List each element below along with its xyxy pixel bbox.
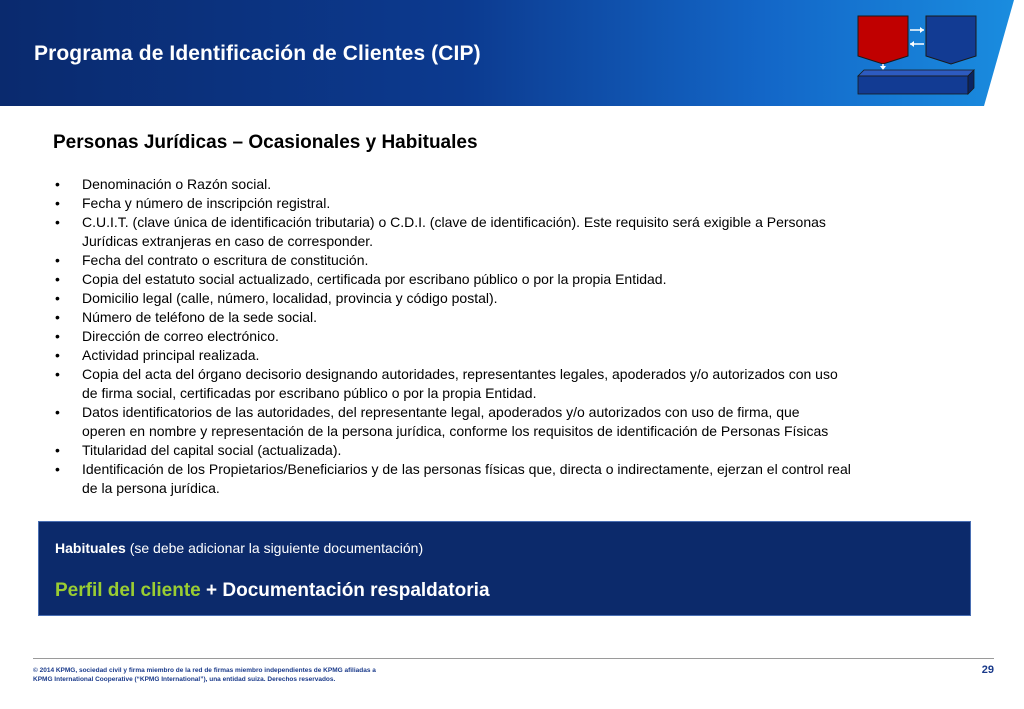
footer-line-2: KPMG International Cooperative (“KPMG International”), una entidad suiza. Derechos reservados. [33, 676, 336, 683]
bullet-icon: • [55, 195, 60, 211]
list-item-line: Fecha del contrato o escritura de constitución. [82, 252, 369, 268]
bullet-icon: • [55, 309, 60, 325]
footer-line-1: © 2014 KPMG, sociedad civil y firma miembro de la red de firmas miembro independientes de KPMG afiliadas a [33, 667, 376, 674]
list-item-line: Denominación o Razón social. [82, 176, 272, 192]
requirements-list [53, 175, 973, 498]
bullet-icon: • [55, 404, 60, 420]
bullet-icon: • [55, 290, 60, 306]
list-item-line: Copia del estatuto social actualizado, certificada por escribano público o por la propia Entidad. [82, 271, 667, 287]
list-item [53, 441, 973, 460]
list-item [53, 327, 973, 346]
page-number: 29 [981, 664, 994, 676]
customer-profile-label: Perfil del cliente [55, 580, 201, 601]
habituales-note: (se debe adicionar la siguiente documentación) [125, 540, 424, 556]
habituales-box [38, 521, 971, 616]
list-item [53, 346, 973, 365]
footer-divider [33, 658, 994, 659]
list-item [53, 460, 973, 498]
list-item-line: Domicilio legal (calle, número, localidad, provincia y código postal). [82, 290, 498, 306]
bullet-icon: • [55, 442, 60, 458]
list-item-line: de la persona jurídica. [82, 480, 220, 496]
list-item [53, 289, 973, 308]
list-item [53, 213, 973, 251]
bullet-icon: • [55, 271, 60, 287]
section-title: Personas Jurídicas – Ocasionales y Habituales [53, 132, 478, 153]
bullet-icon: • [55, 461, 60, 477]
habituales-documents [55, 580, 490, 602]
bullet-icon: • [55, 347, 60, 363]
list-item-line: Fecha y número de inscripción registral. [82, 195, 331, 211]
header-banner [0, 0, 1024, 106]
header-wedge [984, 0, 1024, 106]
list-item-line: Copia del acta del órgano decisorio designando autoridades, representantes legales, apoderados y/o autorizados con uso [82, 366, 838, 382]
list-item [53, 365, 973, 403]
list-item-line: Identificación de los Propietarios/Beneficiarios y de las personas físicas que, directa o indirectamente, ejerzan el control real [82, 461, 851, 477]
habituales-heading [55, 540, 423, 556]
bullet-icon: • [55, 328, 60, 344]
list-item-line: Número de teléfono de la sede social. [82, 309, 318, 325]
list-item-line: Jurídicas extranjeras en caso de corresponder. [82, 233, 374, 249]
bullet-icon: • [55, 366, 60, 382]
list-item [53, 308, 973, 327]
list-item-line: operen en nombre y representación de la persona jurídica, conforme los requisitos de identificación de Personas Físicas [82, 423, 829, 439]
list-item-line: Dirección de correo electrónico. [82, 328, 279, 344]
list-item [53, 251, 973, 270]
list-item-line: Datos identificatorios de las autoridades, del representante legal, apoderados y/o autorizados con uso de firma, que [82, 404, 800, 420]
list-item [53, 270, 973, 289]
list-item-line: C.U.I.T. (clave única de identificación tributaria) o C.D.I. (clave de identificación). Este requisito será exigible a Personas [82, 214, 826, 230]
list-item [53, 175, 973, 194]
supporting-docs-label: + Documentación respaldatoria [200, 580, 490, 601]
page-title: Programa de Identificación de Clientes (CIP) [34, 42, 481, 65]
list-item [53, 403, 973, 441]
bullet-icon: • [55, 252, 60, 268]
footer-copyright [33, 666, 376, 684]
list-item [53, 194, 973, 213]
bullet-icon: • [55, 214, 60, 230]
list-item-line: Actividad principal realizada. [82, 347, 260, 363]
list-item-line: Titularidad del capital social (actualizada). [82, 442, 342, 458]
list-item-line: de firma social, certificadas por escribano público o por la propia Entidad. [82, 385, 537, 401]
bullet-icon: • [55, 176, 60, 192]
flow-diagram-icon [850, 10, 980, 100]
habituales-label: Habituales [55, 540, 126, 556]
